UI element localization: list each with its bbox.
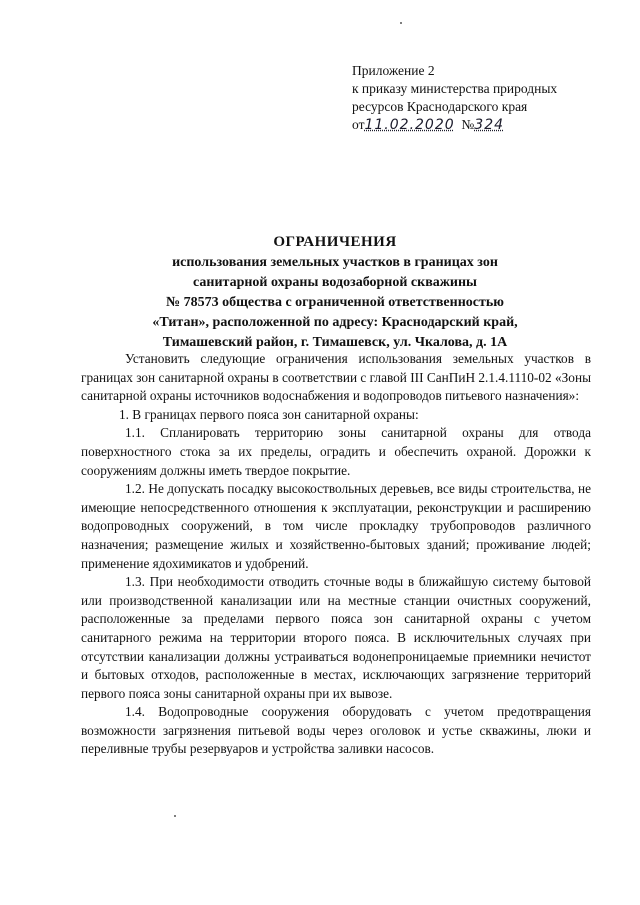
paragraph-1-3: 1.3. При необходимости отводить сточные воды в ближайшую систему бытовой или производственной канализации или на местные станции очистных сооружений, расположенные за пределами первого пояса зон санитарной охраны с учетом санитарного режима на территории второго пояса. В исключительных случаях при отсутствии канализации должны устраиваться водонепроницаемые приемники нечистот и бытовых отходов, расположенные в местах, исключающих загрязнение территорий первого пояса зоны санитарной охраны при их вывозе.: [81, 574, 591, 701]
paragraph-section-1: 1. В границах первого пояса зон санитарной охраны:: [119, 406, 419, 422]
title-main: ОГРАНИЧЕНИЯ: [273, 234, 397, 250]
title-line: санитарной охраны водозаборной скважины: [193, 275, 477, 290]
appendix-line-2: к приказу министерства природных: [352, 81, 558, 96]
appendix-date-line: [352, 116, 557, 134]
title-line: № 78573 общества с ограниченной ответственностью: [166, 295, 504, 310]
number-prefix: №: [461, 117, 475, 132]
appendix-header: [352, 62, 557, 134]
scan-speck: [400, 22, 402, 24]
appendix-line-3: ресурсов Краснодарского края: [352, 99, 528, 114]
title-line: «Титан», расположенной по адресу: Краснодарский край,: [152, 315, 518, 330]
handwritten-number: 324: [474, 117, 505, 133]
handwritten-date: 11.02.2020: [364, 117, 455, 133]
paragraph-1-1: 1.1. Спланировать территорию зоны санитарной охраны для отвода поверхностного стока за их пределы, оградить и обеспечить охраной. Дорожки к сооружениям должны иметь твердое покрытие.: [81, 425, 591, 478]
document-title: [100, 232, 570, 353]
document-body: [81, 350, 591, 759]
title-line: использования земельных участков в границах зон: [172, 255, 498, 270]
appendix-line-1: Приложение 2: [352, 63, 435, 78]
paragraph-1-2: 1.2. Не допускать посадку высокоствольных деревьев, все виды строительства, не имеющие непосредственного отношения к эксплуатации, реконструкции и расширению водопроводных сооружений, в том числе прокладку трубопроводов различного назначения; размещение жилых и хозяйственно-бытовых зданий; проживание людей; применение ядохимикатов и удобрений.: [81, 481, 591, 571]
paragraph-1-4: 1.4. Водопроводные сооружения оборудовать с учетом предотвращения возможности загрязнения питьевой воды через оголовок и устье скважины, люки и переливные трубы резервуаров и устройства заливки насосов.: [81, 704, 591, 757]
title-line: Тимашевский район, г. Тимашевск, ул. Чкалова, д. 1А: [162, 335, 508, 350]
paragraph-intro: Установить следующие ограничения использования земельных участков в границах зон санитарной охраны в соответствии с главой III СанПиН 2.1.4.1110-02 «Зоны санитарной охраны источников водоснабжения и водопроводов питьевого назначения»:: [81, 351, 591, 404]
scan-speck: [174, 815, 176, 817]
date-prefix: от: [352, 117, 365, 132]
